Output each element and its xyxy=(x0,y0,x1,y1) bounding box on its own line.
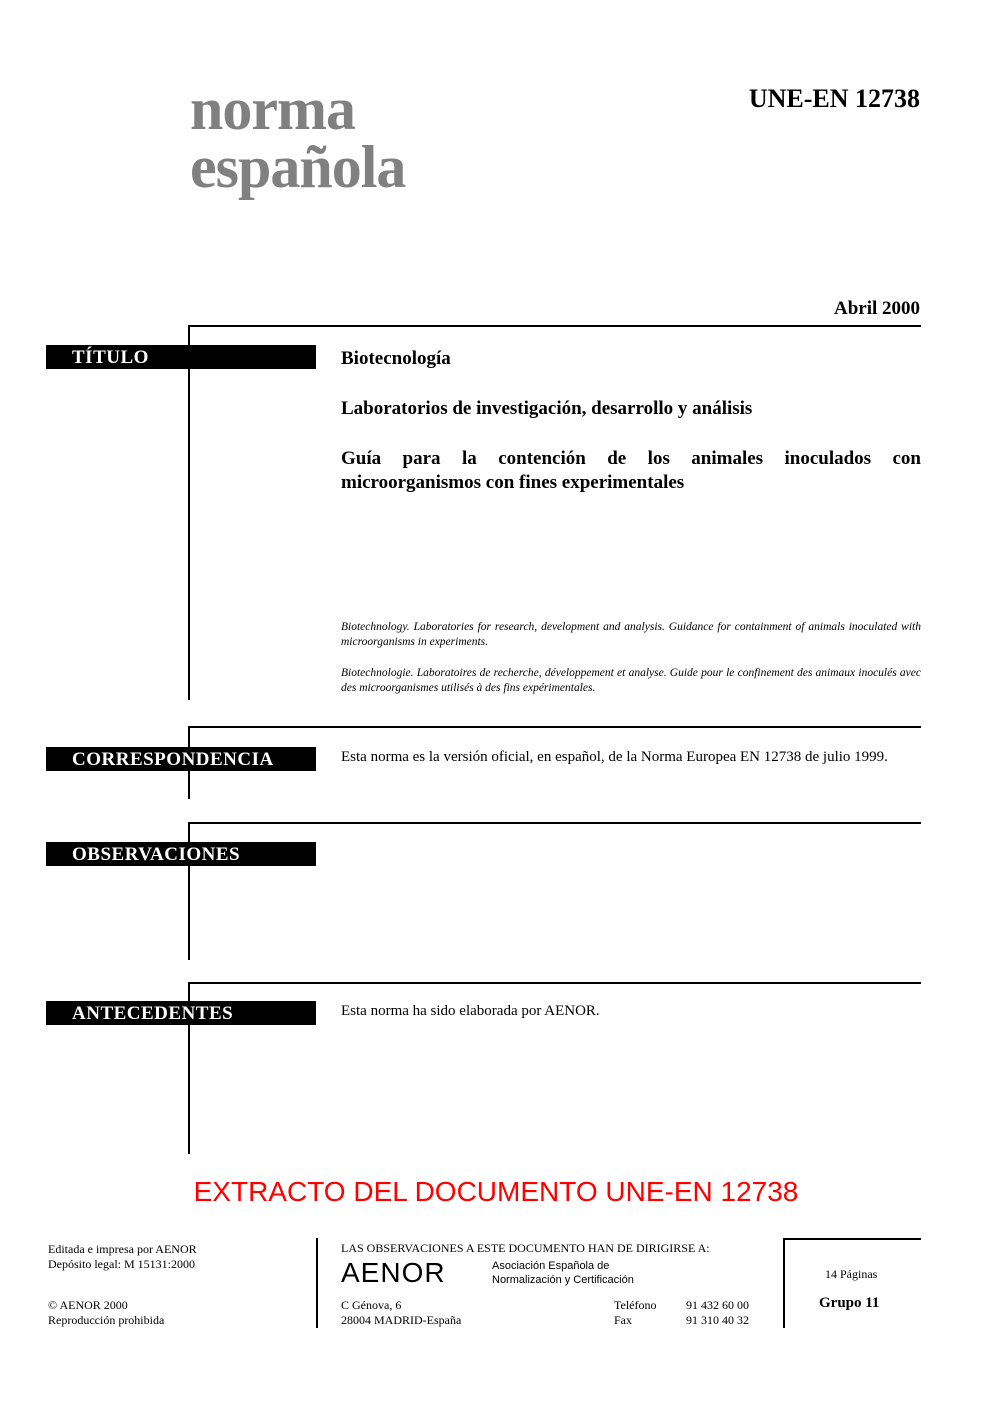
footer-fax-label: Fax xyxy=(614,1313,632,1327)
brand-line-2: española xyxy=(190,134,406,200)
title-subtopic: Laboratorios de investigación, desarrollo y análisis xyxy=(341,398,753,419)
aenor-logo: AENOR xyxy=(341,1257,446,1288)
title-english: Biotechnology. Laboratories for research, development and analysis. Guidance for containment of animals inoculated with microorganisms in experiments. xyxy=(341,621,921,648)
aenor-org-line1: Asociación Española de xyxy=(492,1260,610,1272)
section-label-titulo: TÍTULO xyxy=(46,345,316,369)
standard-code: UNE-EN 12738 xyxy=(748,84,920,113)
brand-line-1: norma xyxy=(190,76,355,142)
title-topic: Biotecnología xyxy=(341,348,451,369)
section-label-antecedentes: ANTECEDENTES xyxy=(46,1001,316,1025)
section-rule-titulo xyxy=(188,325,921,327)
footer-copyright: © AENOR 2000 xyxy=(48,1298,128,1312)
footer-group: Grupo 11 xyxy=(819,1295,880,1311)
footer-address-city: 28004 MADRID-España xyxy=(341,1313,462,1327)
section-vrule-titulo xyxy=(188,325,190,700)
section-rule-observaciones xyxy=(188,822,921,824)
section-label-observaciones: OBSERVACIONES xyxy=(46,842,316,866)
footer-divider-left xyxy=(316,1238,318,1328)
publication-date: Abril 2000 xyxy=(833,298,920,319)
section-rule-antecedentes xyxy=(188,982,921,984)
footer-phone-value: 91 432 60 00 xyxy=(686,1298,749,1312)
correspondencia-text: Esta norma es la versión oficial, en español, de la Norma Europea EN 12738 de julio 1999. xyxy=(341,749,888,765)
footer-divider-right xyxy=(783,1238,785,1328)
footer-edition: Editada e impresa por AENOR xyxy=(48,1242,197,1256)
antecedentes-text: Esta norma ha sido elaborada por AENOR. xyxy=(341,1003,600,1019)
title-french: Biotechnologie. Laboratoires de recherche, développement et analyse. Guide pour le confinement des animaux inoculés avec des microorganismes utilisés à des fins expérimentales. xyxy=(341,667,921,694)
footer-address-street: C Génova, 6 xyxy=(341,1298,402,1312)
footer-legal-deposit: Depósito legal: M 15131:2000 xyxy=(48,1257,195,1271)
brand-title xyxy=(190,76,406,200)
extract-notice: EXTRACTO DEL DOCUMENTO UNE-EN 12738 xyxy=(193,1176,799,1207)
title-main: Guía para la contención de los animales inoculados con microorganismos con fines experimentales xyxy=(341,448,921,493)
footer-box-top xyxy=(783,1238,921,1240)
footer-fax-value: 91 310 40 32 xyxy=(686,1313,749,1327)
aenor-org-line2: Normalización y Certificación xyxy=(492,1274,634,1286)
footer-contact-heading: LAS OBSERVACIONES A ESTE DOCUMENTO HAN DE DIRIGIRSE A: xyxy=(341,1241,710,1255)
footer-phone-label: Teléfono xyxy=(614,1298,657,1312)
section-label-correspondencia: CORRESPONDENCIA xyxy=(46,747,316,771)
section-rule-correspondencia xyxy=(188,726,921,728)
footer-page-count: 14 Páginas xyxy=(825,1267,878,1281)
footer-reproduction: Reproducción prohibida xyxy=(48,1313,165,1327)
